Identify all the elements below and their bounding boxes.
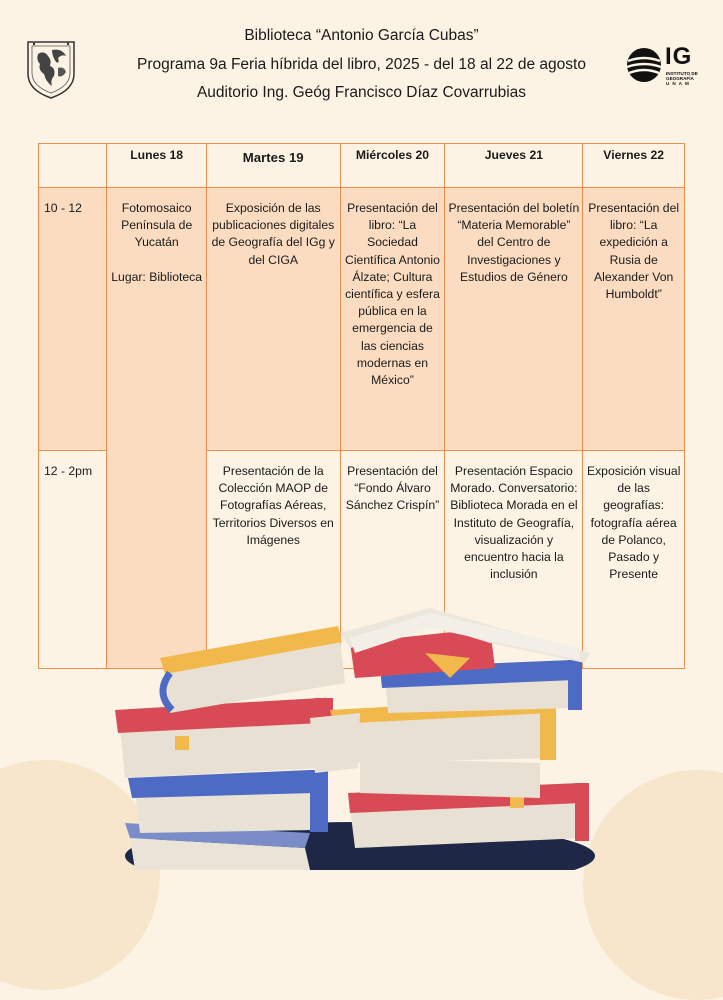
event-lunes-title: Fotomosaico Península de Yucatán bbox=[121, 201, 193, 250]
event-viernes-midday: Exposición visual de las geografías: fotografía aérea de Polanco, Pasado y Presente bbox=[583, 451, 685, 669]
stack-of-books-illustration bbox=[110, 598, 610, 870]
day-header-martes: Martes 19 bbox=[206, 144, 340, 188]
event-martes-midday: Presentación de la Colección MAOP de Fotografías Aéreas, Territorios Diversos en Imágenes bbox=[206, 451, 340, 669]
event-jueves-midday: Presentación Espacio Morado. Conversatorio: Biblioteca Morada en el Instituto de Geografía, visualización y encuentro hacia la inclusión bbox=[445, 451, 583, 669]
day-header-lunes: Lunes 18 bbox=[107, 144, 206, 188]
schedule-row-morning bbox=[39, 188, 685, 451]
header-venue: Auditorio Ing. Geóg Francisco Díaz Covarrubias bbox=[196, 84, 527, 101]
event-lunes bbox=[107, 188, 206, 669]
globe-icon bbox=[625, 46, 663, 84]
day-header-viernes: Viernes 22 bbox=[583, 144, 685, 188]
header-program: Programa 9a Feria híbrida del libro, 2025 - del 18 al 22 de agosto bbox=[137, 56, 586, 73]
time-slot-10-12: 10 - 12 bbox=[39, 188, 107, 451]
event-lunes-place: Lugar: Biblioteca bbox=[111, 269, 203, 284]
event-miercoles-morning: Presentación del libro: “La Sociedad Científica Antonio Álzate; Cultura científica y esfera pública en la emergencia de las ciencias modernas en México” bbox=[340, 188, 445, 451]
event-viernes-morning: Presentación del libro: “La expedición a Rusia de Alexander Von Humboldt” bbox=[583, 188, 685, 451]
day-header-miercoles: Miércoles 20 bbox=[340, 144, 445, 188]
day-header-jueves: Jueves 21 bbox=[445, 144, 583, 188]
schedule-header-row bbox=[39, 144, 685, 188]
header bbox=[0, 0, 723, 120]
ig-logo-subtitle: INSTITUTO DE GEOGRAFÍA UNAM bbox=[666, 71, 698, 87]
event-miercoles-midday: Presentación del “Fondo Álvaro Sánchez Crispín” bbox=[340, 451, 445, 669]
event-jueves-morning: Presentación del boletín “Materia Memorable” del Centro de Investigaciones y Estudios de Género bbox=[445, 188, 583, 451]
ig-logo-mark: IG bbox=[665, 43, 693, 70]
header-library-name: Biblioteca “Antonio García Cubas” bbox=[244, 27, 479, 44]
time-slot-12-2pm: 12 - 2pm bbox=[39, 451, 107, 669]
corner-cell bbox=[39, 144, 107, 188]
ig-logo bbox=[625, 43, 707, 90]
event-martes-morning: Exposición de las publicaciones digitales de Geografía del IGg y del CIGA bbox=[206, 188, 340, 451]
schedule-table bbox=[38, 143, 685, 669]
